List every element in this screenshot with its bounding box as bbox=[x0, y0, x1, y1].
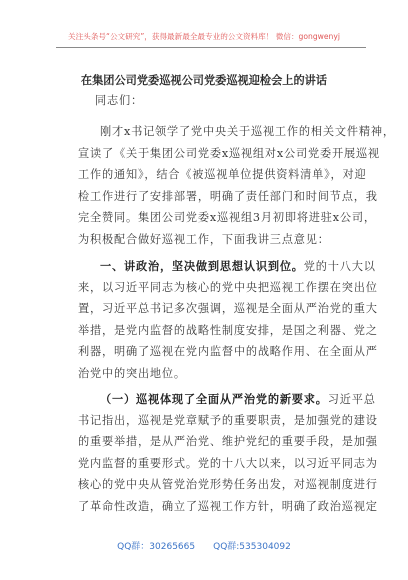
paragraph-line: 置，习近平总书记多次强调，巡视是全面从严治党的重大 bbox=[78, 302, 378, 315]
subsection-heading: （一）巡视体现了全面从严治党的新要求。 bbox=[100, 392, 328, 406]
footer bbox=[0, 539, 408, 552]
paragraph-line: 了革命性改造，确立了巡视工作方针，明确了政治巡视定 bbox=[78, 500, 378, 513]
section-first-line bbox=[100, 259, 376, 274]
paragraph-line: 举措，是党内监督的战略性制度安排，是国之利器、党之 bbox=[78, 324, 378, 337]
paragraph-line: 宣读了《关于集团公司党委x巡视组对x公司党委开展巡视 bbox=[78, 147, 380, 160]
paragraph-line: 党内监督的重要形式。党的十八大以来，以习近平同志为 bbox=[78, 457, 378, 470]
footer-qq-group-2: QQ群:535304092 bbox=[213, 542, 291, 552]
paragraph-line: 的重要举措，是从严治党、维护党纪的重要手段，是加强 bbox=[78, 435, 378, 448]
paragraph-line: 完全赞同。集团公司党委x巡视组3月初即将进驻x公司， bbox=[78, 211, 376, 224]
section-text: 党的十八大以 bbox=[303, 260, 376, 273]
paragraph-line: 利器，明确了巡视在党内监督中的战略作用、在全面从严 bbox=[78, 345, 378, 358]
paragraph-line: 来，以习近平同志为核心的党中央把巡视工作摆在突出位 bbox=[78, 281, 378, 294]
subsection-first-line bbox=[100, 392, 376, 407]
paragraph-line: 为积极配合做好巡视工作，下面我讲三点意见： bbox=[78, 233, 330, 246]
header-divider bbox=[56, 47, 366, 48]
paragraph-line: 治党中的突出地位。 bbox=[78, 367, 186, 380]
subsection-text: 习近平总 bbox=[327, 393, 376, 406]
paragraph-line: 核心的党中央从管党治党形势任务出发，对巡视制度进行 bbox=[78, 478, 378, 491]
paragraph-line: 检工作进行了安排部署，明确了责任部门和时间节点，我 bbox=[78, 190, 378, 203]
paragraph-line: 工作的通知》，结合《被巡视单位提供资料清单》，对迎 bbox=[78, 168, 367, 181]
header-banner: 关注头条号“公文研究”，获得最新最全最专业的公文资料库！ 微信：gongwenyj bbox=[68, 32, 340, 41]
salutation: 同志们： bbox=[95, 94, 143, 107]
section-heading: 一、讲政治，坚决做到思想认识到位。 bbox=[100, 259, 304, 273]
footer-qq-group-1: QQ群：30265665 bbox=[117, 542, 196, 552]
document-title: 在集团公司党委巡视公司党委巡视迎检会上的讲话 bbox=[80, 73, 328, 87]
paragraph-line: 刚才x书记领学了党中央关于巡视工作的相关文件精神， bbox=[100, 125, 395, 138]
paragraph-line: 书记指出，巡视是党章赋予的重要职责，是加强党的建设 bbox=[78, 414, 378, 427]
